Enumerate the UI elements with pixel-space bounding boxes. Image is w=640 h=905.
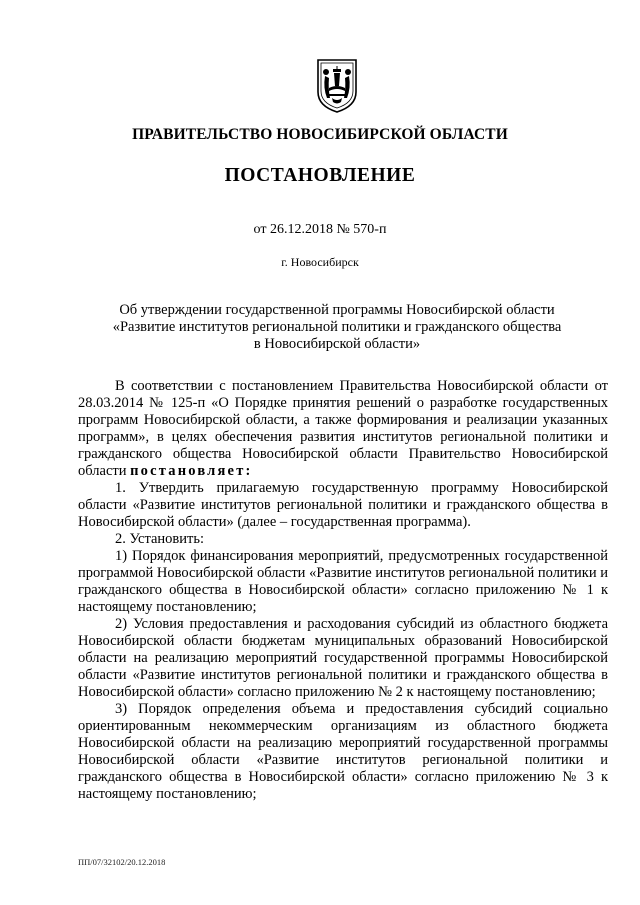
clause-1-paragraph: 1. Утвердить прилагаемую государственную программу Новосибирской области «Развитие институтов региональной политики и гражданского общества в Новосибирской области» (далее – государственная программа). <box>78 480 608 530</box>
document-subject <box>90 302 584 353</box>
subject-line: «Развитие институтов региональной политики и гражданского общества <box>112 319 562 335</box>
subject-line: Об утверждении государственной программы Новосибирской области <box>119 302 555 318</box>
clause-2-2-paragraph: 2) Условия предоставления и расходования субсидий из областного бюджета Новосибирской области бюджетам муниципальных образований Новосибирской области на реализацию мероприятий государственной программы Новосибирской области «Развитие институтов региональной политики и гражданского общества в Новосибирской области» согласно приложению № 2 к настоящему постановлению; <box>78 616 608 700</box>
city-name: г. Новосибирск <box>281 255 359 269</box>
document-date-number <box>0 222 640 238</box>
document-body <box>78 378 608 803</box>
document-type-title: ПОСТАНОВЛЕНИЕ <box>224 165 416 186</box>
clause-2-paragraph: 2. Установить: <box>115 531 205 547</box>
preamble-text: В соответствии с постановлением Правительства Новосибирской области от 28.03.2014 № 125-п «О Порядке принятия решений о разработке государственных программ Новосибирской области, а также формирования и реализации указанных программ», в целях обеспечения развития институтов региональной политики и гражданского общества Новосибирской области Правительство Новосибирской области <box>78 378 608 479</box>
document-number: № 570-п <box>336 222 387 237</box>
subject-line: в Новосибирской области» <box>253 336 421 352</box>
clause-2-1-paragraph: 1) Порядок финансирования мероприятий, предусмотренных государственной программой Новосибирской области «Развитие институтов региональной политики и гражданского общества в Новосибирской области» согласно приложению № 1 к настоящему постановлению; <box>78 548 608 615</box>
coat-of-arms-icon <box>315 56 359 114</box>
document-footer-code: ПП/07/32102/20.12.2018 <box>78 857 166 867</box>
document-date: 26.12.2018 <box>269 222 333 237</box>
date-prefix: от <box>253 222 267 237</box>
organization-title: ПРАВИТЕЛЬСТВО НОВОСИБИРСКОЙ ОБЛАСТИ <box>132 126 508 143</box>
preamble-paragraph <box>78 378 608 480</box>
clause-2-3-paragraph: 3) Порядок определения объема и предоставления субсидий социально ориентированным некоммерческим организациям из областного бюджета Новосибирской области на реализацию мероприятий государственной программы Новосибирской области «Развитие институтов региональной политики и гражданского общества в Новосибирской области» согласно приложению № 3 к настоящему постановлению; <box>78 701 608 802</box>
resolution-word: постановляет: <box>130 463 253 479</box>
